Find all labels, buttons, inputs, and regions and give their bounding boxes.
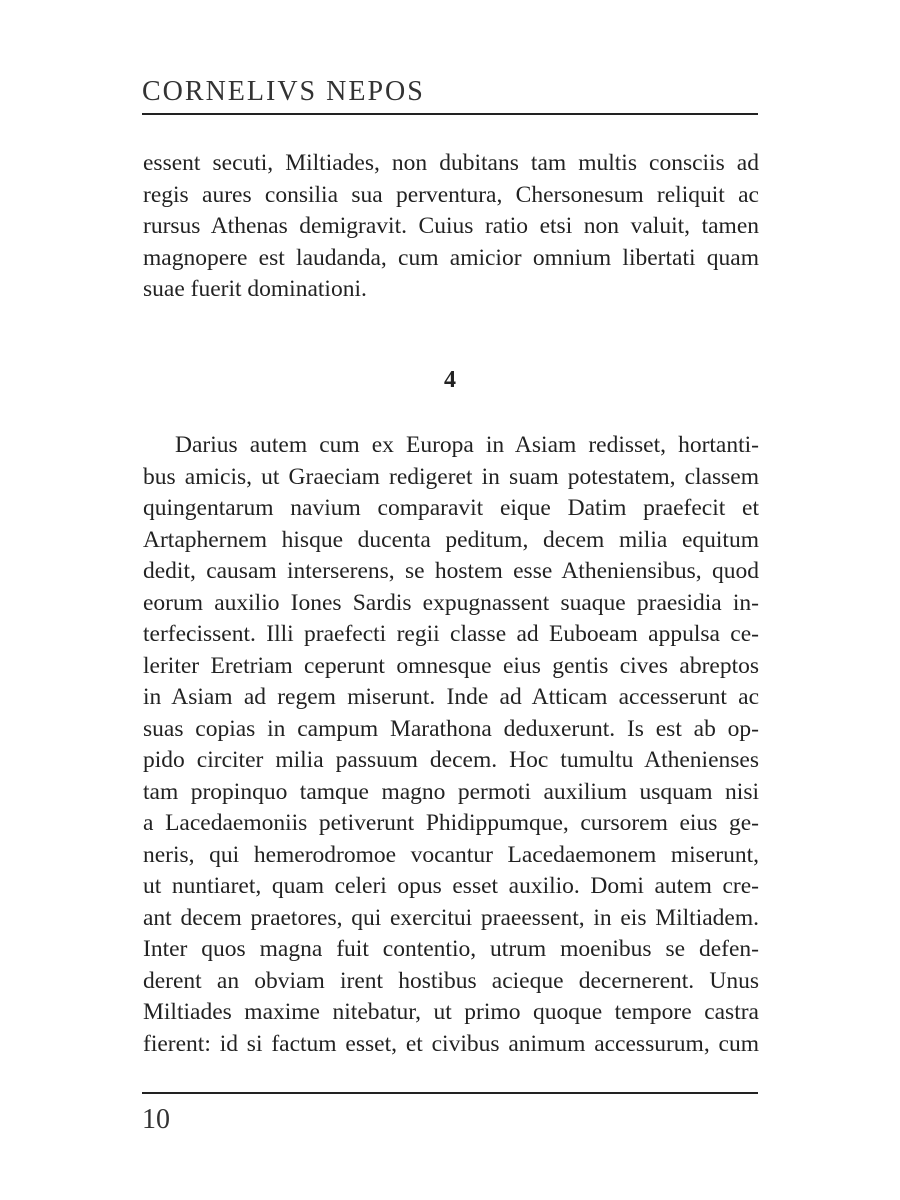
text-line: eorum auxilio Iones Sardis expugnassent suaque praesidia in- xyxy=(143,589,759,616)
text-line: Darius autem cum ex Europa in Asiam redisset, hortanti- xyxy=(175,432,759,458)
text-line: a Lacedaemoniis petiverunt Phidippumque, cursorem eius ge- xyxy=(143,810,759,836)
paragraph-continuation xyxy=(143,148,759,306)
text-line: Miltiades maxime nitebatur, ut primo quoque tempore castra xyxy=(143,999,759,1025)
text-line: ut nuntiaret, quam celeri opus esset auxilio. Domi autem cre- xyxy=(143,873,759,899)
text-line: Artaphernem hisque ducenta peditum, decem milia equitum xyxy=(143,526,759,553)
footer-rule xyxy=(142,1092,758,1094)
text-line: dedit, causam interserens, se hostem esse Atheniensibus, quod xyxy=(143,558,759,584)
text-line: regis aures consilia sua perventura, Chersonesum reliquit ac xyxy=(143,181,759,208)
text-line: suae fuerit dominationi. xyxy=(143,276,367,302)
text-line: pido circiter milia passuum decem. Hoc tumultu Athenienses xyxy=(143,747,759,773)
text-line: ant decem praetores, qui exercitui praeessent, in eis Miltiadem. xyxy=(143,904,759,931)
text-line: derent an obviam irent hostibus acieque decernerent. Unus xyxy=(143,967,759,994)
text-line: neris, qui hemerodromoe vocantur Lacedaemonem miserunt, xyxy=(143,841,759,868)
text-line: quingentarum navium comparavit eique Datim praefecit et xyxy=(143,495,759,521)
text-line: fierent: id si factum esset, et civibus animum accessurum, cum xyxy=(143,1030,759,1057)
text-line: suas copias in campum Marathona deduxerunt. Is est ab op- xyxy=(143,715,759,742)
page-number: 10 xyxy=(142,1104,170,1135)
text-line: Inter quos magna fuit contentio, utrum moenibus se defen- xyxy=(143,936,759,962)
text-line: leriter Eretriam ceperunt omnesque eius gentis cives abreptos xyxy=(143,652,759,679)
text-line: terfecissent. Illi praefecti regii classe ad Euboeam appulsa ce- xyxy=(143,621,759,647)
text-line: bus amicis, ut Graeciam redigeret in suam potestatem, classem xyxy=(143,463,759,490)
text-line: essent secuti, Miltiades, non dubitans tam multis consciis ad xyxy=(143,150,759,176)
text-line: in Asiam ad regem miserunt. Inde ad Atticam accesserunt ac xyxy=(143,684,759,710)
header-rule xyxy=(142,113,758,115)
text-line: magnopere est laudanda, cum amicior omnium libertati quam xyxy=(143,244,759,271)
running-header-title: CORNELIVS NEPOS xyxy=(142,76,425,107)
text-line: tam propinquo tamque magno permoti auxilium usquam nisi xyxy=(143,778,759,805)
text-line: rursus Athenas demigravit. Cuius ratio etsi non valuit, tamen xyxy=(143,213,759,239)
paragraph-chapter-4 xyxy=(143,430,759,1060)
chapter-number: 4 xyxy=(444,367,456,393)
